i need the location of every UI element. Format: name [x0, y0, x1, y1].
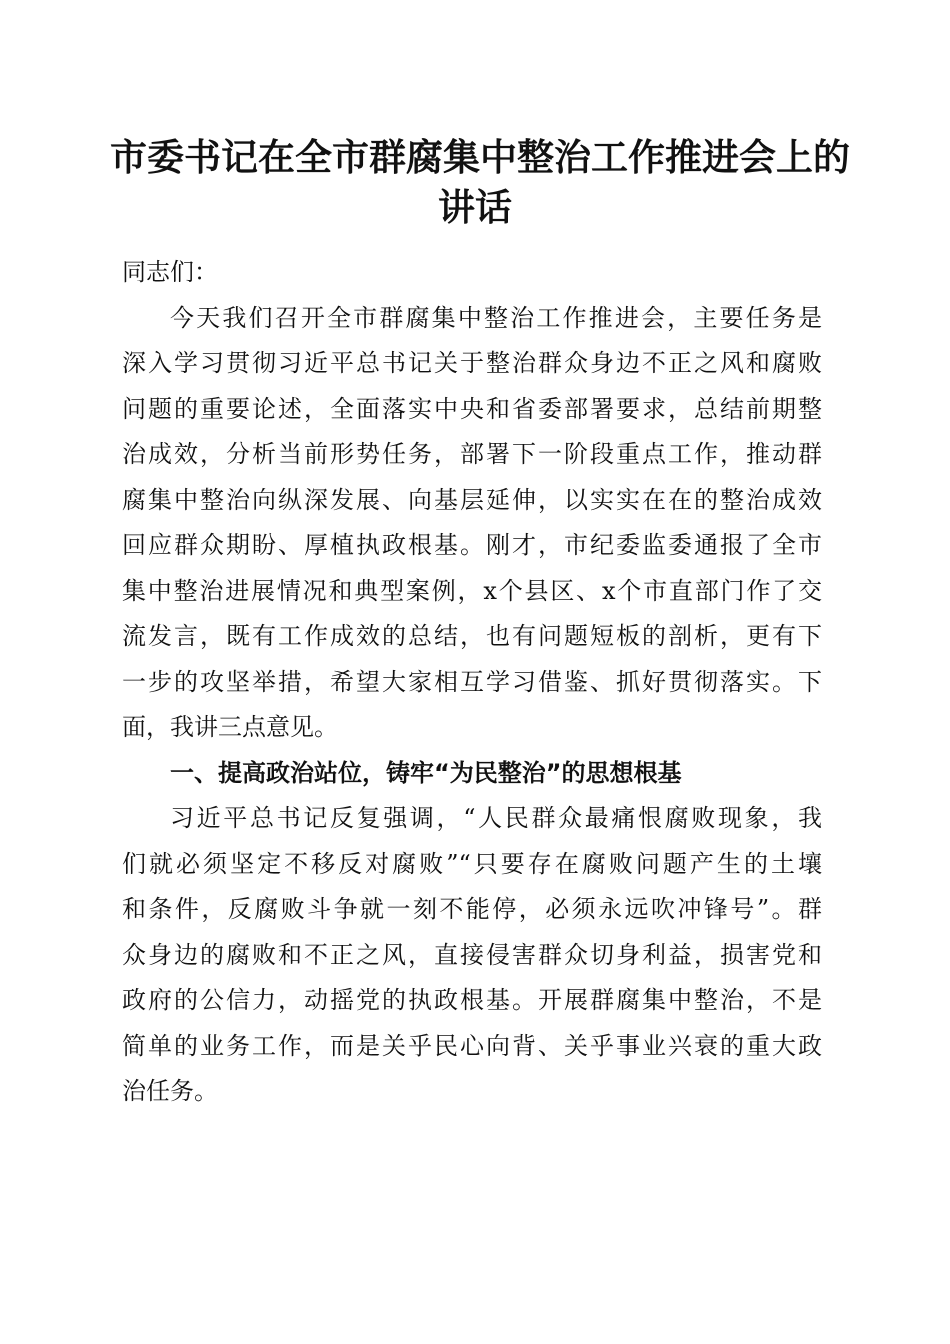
paragraph-line: 集中整治进展情况和典型案例，x个县区、x个市直部门作了交	[122, 576, 822, 605]
paragraph-line: 问题的重要论述，全面落实中央和省委部署要求，总结前期整	[122, 394, 822, 423]
salutation: 同志们：	[122, 258, 218, 286]
paragraph-line: 一步的攻坚举措，希望大家相互学习借鉴、抓好贯彻落实。下	[122, 667, 822, 696]
paragraph-2	[122, 796, 822, 1115]
section-heading-1: 一、提高政治站位，铸牢“为民整治”的思想根基	[170, 758, 682, 787]
paragraph-line: 习近平总书记反复强调，“人民群众最痛恨腐败现象，我	[170, 804, 822, 832]
document-title	[110, 132, 850, 232]
title-line-1: 市委书记在全市群腐集中整治工作推进会上的	[110, 135, 850, 179]
document-body	[122, 250, 822, 1115]
paragraph-line: 腐集中整治向纵深发展、向基层延伸，以实实在在的整治成效	[122, 485, 822, 514]
paragraph-line: 今天我们召开全市群腐集中整治工作推进会，主要任务是	[170, 303, 822, 332]
paragraph-1	[122, 296, 822, 751]
paragraph-line: 和条件，反腐败斗争就一刻不能停，必须永远吹冲锋号”。群	[122, 895, 822, 923]
paragraph-line: 深入学习贯彻习近平总书记关于整治群众身边不正之风和腐败	[122, 349, 822, 377]
paragraph-line: 治成效，分析当前形势任务，部署下一阶段重点工作，推动群	[122, 440, 822, 468]
paragraph-line: 众身边的腐败和不正之风，直接侵害群众切身利益，损害党和	[122, 940, 822, 969]
title-line-2: 讲话	[438, 185, 512, 229]
paragraph-line: 回应群众期盼、厚植执政根基。刚才，市纪委监委通报了全市	[122, 531, 822, 559]
paragraph-line: 政府的公信力，动摇党的执政根基。开展群腐集中整治，不是	[122, 986, 822, 1014]
paragraph-line: 面，我讲三点意见。	[122, 713, 338, 741]
paragraph-line: 流发言，既有工作成效的总结，也有问题短板的剖析，更有下	[122, 622, 822, 650]
paragraph-line: 简单的业务工作，而是关乎民心向背、关乎事业兴衰的重大政	[122, 1031, 822, 1060]
paragraph-line: 治任务。	[122, 1077, 218, 1105]
paragraph-line: 们就必须坚定不移反对腐败”“只要存在腐败问题产生的土壤	[122, 849, 822, 878]
